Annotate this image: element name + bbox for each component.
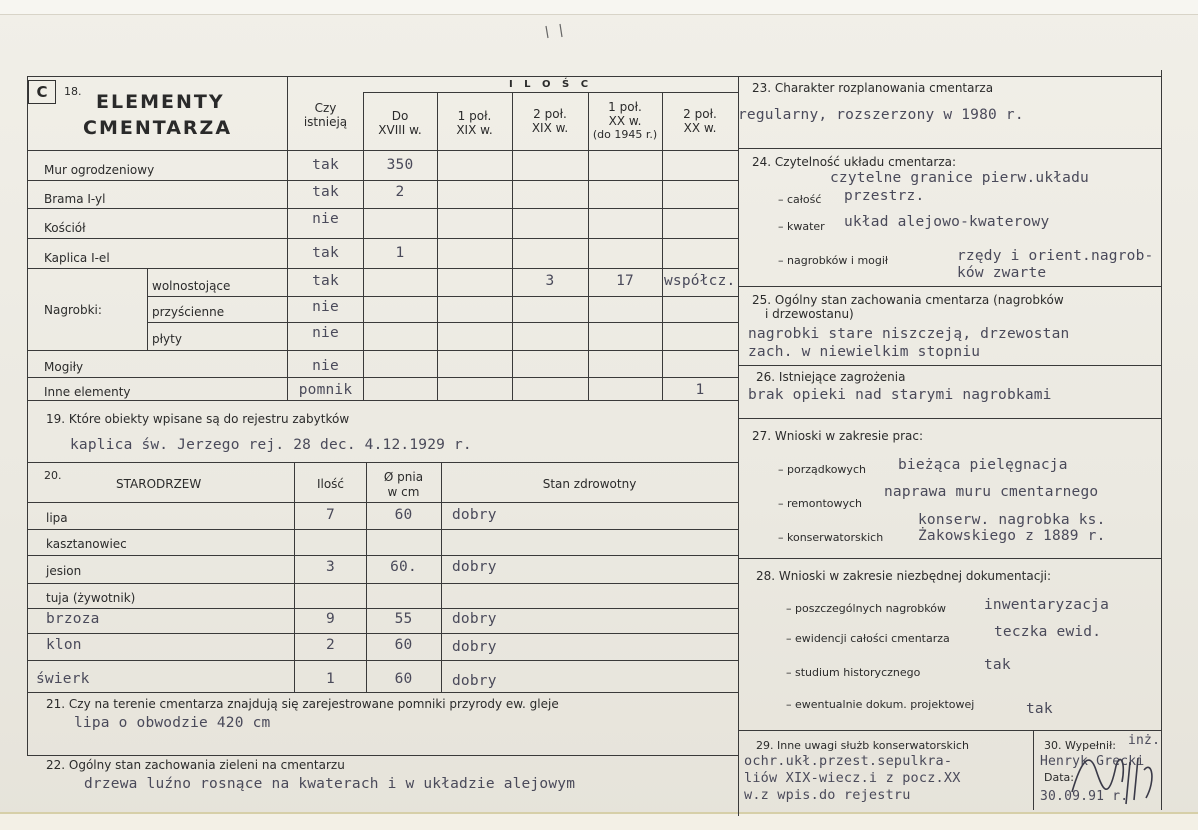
- row-inne-exists: pomnik: [298, 382, 353, 398]
- q24-calosc-value2: przestrz.: [844, 188, 925, 204]
- q24-kwater-label: – kwater: [778, 220, 825, 233]
- q30-date-label: Data:: [1044, 771, 1074, 784]
- row-inne-label: Inne elementy: [44, 385, 131, 399]
- row-mogily-label: Mogiły: [44, 360, 84, 374]
- q27-label: 27. Wnioski w zakresie prac:: [752, 429, 924, 443]
- q27-rem-value: naprawa muru cmentarnego: [884, 484, 1099, 500]
- q24-nagrob-value2: ków zwarte: [957, 265, 1047, 281]
- q30-name: Henryk Grecki: [1040, 754, 1145, 769]
- header-period-2a: 1 poł.: [457, 109, 492, 123]
- row-mur-label: Mur ogrodzeniowy: [44, 163, 155, 177]
- row-wolno-p20a: 17: [616, 273, 634, 289]
- header-period-4c: (do 1945 r.): [592, 128, 658, 141]
- row-kosciol-exists: nie: [312, 211, 339, 227]
- q27-kons-label: – konserwatorskich: [778, 531, 884, 544]
- row-przysc-label: przyścienne: [152, 305, 225, 319]
- row-brama-exists: tak: [312, 184, 339, 200]
- tree-qty-0: 7: [326, 507, 335, 523]
- q28-c-value: tak: [984, 657, 1011, 673]
- q24-calosc-label: – całość: [778, 193, 822, 206]
- q28-label: 28. Wnioski w zakresie niezbędnej dokumentacji:: [756, 569, 1052, 583]
- header-period-1a: Do: [391, 109, 409, 123]
- q24-nagrob-label: – nagrobków i mogił: [778, 254, 889, 267]
- row-kaplica-label: Kaplica I-el: [44, 251, 110, 265]
- tree-health-2: dobry: [452, 559, 497, 575]
- signature-scribble: [1060, 740, 1160, 810]
- tree-diam-2: 60.: [390, 559, 417, 575]
- header-exists-2: istnieją: [303, 115, 348, 129]
- q27-porz-label: – porządkowych: [778, 463, 866, 476]
- q28-b-label: – ewidencji całości cmentarza: [786, 632, 950, 645]
- tree-name-1: kasztanowiec: [46, 537, 127, 551]
- row-brama-label: Brama I-yl: [44, 192, 106, 206]
- tree-diam-0: 60: [394, 507, 413, 523]
- header-period-3b: XIX w.: [531, 121, 569, 135]
- q19-label: 19. Które obiekty wpisane są do rejestru zabytków: [46, 412, 350, 426]
- q29-value-1: ochr.ukł.przest.sepulkra-: [744, 753, 953, 769]
- header-ilosc: I L O Ś C: [508, 79, 593, 90]
- tree-qty-6: 1: [326, 671, 335, 687]
- row-plyty-label: płyty: [152, 332, 182, 346]
- q25-label-2: i drzewostanu): [765, 307, 854, 321]
- header-exists-1: Czy: [314, 101, 337, 115]
- trees-header-diam-2: w cm: [387, 485, 420, 499]
- q26-label: 26. Istniejące zagrożenia: [756, 370, 906, 384]
- section-18-number: 18.: [64, 85, 82, 98]
- q24-nagrob-value1: rzędy i orient.nagrob-: [957, 248, 1154, 264]
- q27-rem-label: – remontowych: [778, 497, 863, 510]
- tree-name-6: świerk: [36, 671, 90, 687]
- q28-a-label: – poszczególnych nagrobków: [786, 602, 946, 615]
- paper-top-edge: [0, 0, 1198, 15]
- q28-b-value: teczka ewid.: [994, 624, 1102, 640]
- tree-name-0: lipa: [46, 511, 68, 525]
- q23-label: 23. Charakter rozplanowania cmentarza: [752, 81, 994, 95]
- q29-value-2: liów XIX-wiecz.i z pocz.XX: [744, 770, 961, 786]
- header-period-5a: 2 poł.: [683, 107, 717, 121]
- q24-label: 24. Czytelność układu cmentarza:: [752, 155, 957, 169]
- q27-porz-value: bieżąca pielęgnacja: [898, 457, 1068, 473]
- tree-health-0: dobry: [452, 507, 497, 523]
- q30-date: 30.09.91 r.: [1040, 789, 1129, 804]
- q21-label: 21. Czy na terenie cmentarza znajdują się zarejestrowane pomniki przyrody ew. gleje: [46, 697, 559, 711]
- q21-value: lipa o obwodzie 420 cm: [74, 715, 271, 731]
- q19-value: kaplica św. Jerzego rej. 28 dec. 4.12.1929 r.: [70, 437, 472, 453]
- q25-value-2: zach. w niewielkim stopniu: [748, 344, 981, 360]
- q22-value: drzewa luźno rosnące na kwaterach i w układzie alejowym: [84, 776, 576, 792]
- header-period-1b: XVIII w.: [378, 123, 422, 137]
- row-brama-do18: 2: [395, 184, 405, 200]
- tree-qty-2: 3: [326, 559, 335, 575]
- row-kosciol-label: Kościół: [44, 221, 86, 235]
- q24-calosc-value1: czytelne granice pierw.układu: [830, 170, 1089, 186]
- pencil-mark: [540, 22, 570, 42]
- q25-value-1: nagrobki stare niszczeją, drzewostan: [748, 326, 1070, 342]
- q28-d-label: – ewentualnie dokum. projektowej: [786, 698, 975, 711]
- header-period-5b: XX w.: [683, 121, 717, 135]
- section-letter-box: C: [28, 80, 56, 104]
- tree-diam-4: 55: [394, 611, 413, 627]
- tree-name-2: jesion: [46, 564, 82, 578]
- q26-value: brak opieki nad starymi nagrobkami: [748, 387, 1052, 403]
- row-mur-do18: 350: [386, 157, 414, 173]
- row-nagrobki-label: Nagrobki:: [44, 303, 102, 317]
- row-inne-p20b: 1: [695, 382, 705, 398]
- row-przysc-exists: nie: [312, 299, 339, 315]
- title-line-1: ELEMENTY: [96, 91, 225, 113]
- q27-kons-value2: Żakowskiego z 1889 r.: [918, 528, 1106, 544]
- tree-name-5: klon: [46, 637, 82, 653]
- q25-label-1: 25. Ogólny stan zachowania cmentarza (nagrobków: [752, 293, 1064, 307]
- trees-number: 20.: [44, 469, 62, 482]
- row-plyty-exists: nie: [312, 325, 339, 341]
- trees-header-qty: Ilość: [316, 477, 345, 491]
- tree-qty-4: 9: [326, 611, 335, 627]
- q28-c-label: – studium historycznego: [786, 666, 921, 679]
- q29-label: 29. Inne uwagi służb konserwatorskich: [756, 739, 969, 752]
- paper-bottom-edge: [0, 812, 1198, 830]
- row-wolno-exists: tak: [312, 273, 339, 289]
- row-mogily-exists: nie: [312, 358, 339, 374]
- tree-qty-5: 2: [326, 637, 335, 653]
- row-wolno-p20b: współcz.: [664, 273, 736, 289]
- q28-d-value: tak: [1026, 701, 1053, 717]
- header-period-3a: 2 poł.: [533, 107, 567, 121]
- tree-diam-6: 60: [394, 671, 413, 687]
- tree-name-3: tuja (żywotnik): [46, 591, 136, 605]
- q29-value-3: w.z wpis.do rejestru: [744, 787, 911, 803]
- tree-health-5: dobry: [452, 639, 497, 655]
- tree-health-4: dobry: [452, 611, 497, 627]
- q23-value: regularny, rozszerzony w 1980 r.: [738, 107, 1024, 123]
- q27-kons-value1: konserw. nagrobka ks.: [918, 512, 1106, 528]
- header-period-4b: XX w.: [608, 114, 642, 128]
- row-mur-exists: tak: [312, 157, 339, 173]
- tree-health-6: dobry: [452, 673, 497, 689]
- q30-label: 30. Wypełnił:: [1044, 739, 1116, 752]
- row-kaplica-do18: 1: [395, 245, 405, 261]
- trees-header-name: STARODRZEW: [116, 477, 202, 491]
- tree-name-4: brzoza: [46, 611, 100, 627]
- trees-header-health: Stan zdrowotny: [542, 477, 637, 491]
- title-line-2: CMENTARZA: [83, 117, 233, 139]
- row-wolno-p19b: 3: [545, 273, 555, 289]
- trees-header-diam-1: Ø pnia: [383, 470, 424, 484]
- row-wolno-label: wolnostojące: [152, 279, 231, 293]
- q24-kwater-value: układ alejowo-kwaterowy: [844, 214, 1050, 230]
- tree-diam-5: 60: [394, 637, 413, 653]
- q22-label: 22. Ogólny stan zachowania zieleni na cmentarzu: [46, 758, 345, 772]
- header-period-2b: XIX w.: [456, 123, 493, 137]
- header-period-4a: 1 poł.: [608, 100, 642, 114]
- q30-title: inż.: [1128, 733, 1161, 748]
- q28-a-value: inwentaryzacja: [984, 597, 1110, 613]
- row-kaplica-exists: tak: [312, 245, 339, 261]
